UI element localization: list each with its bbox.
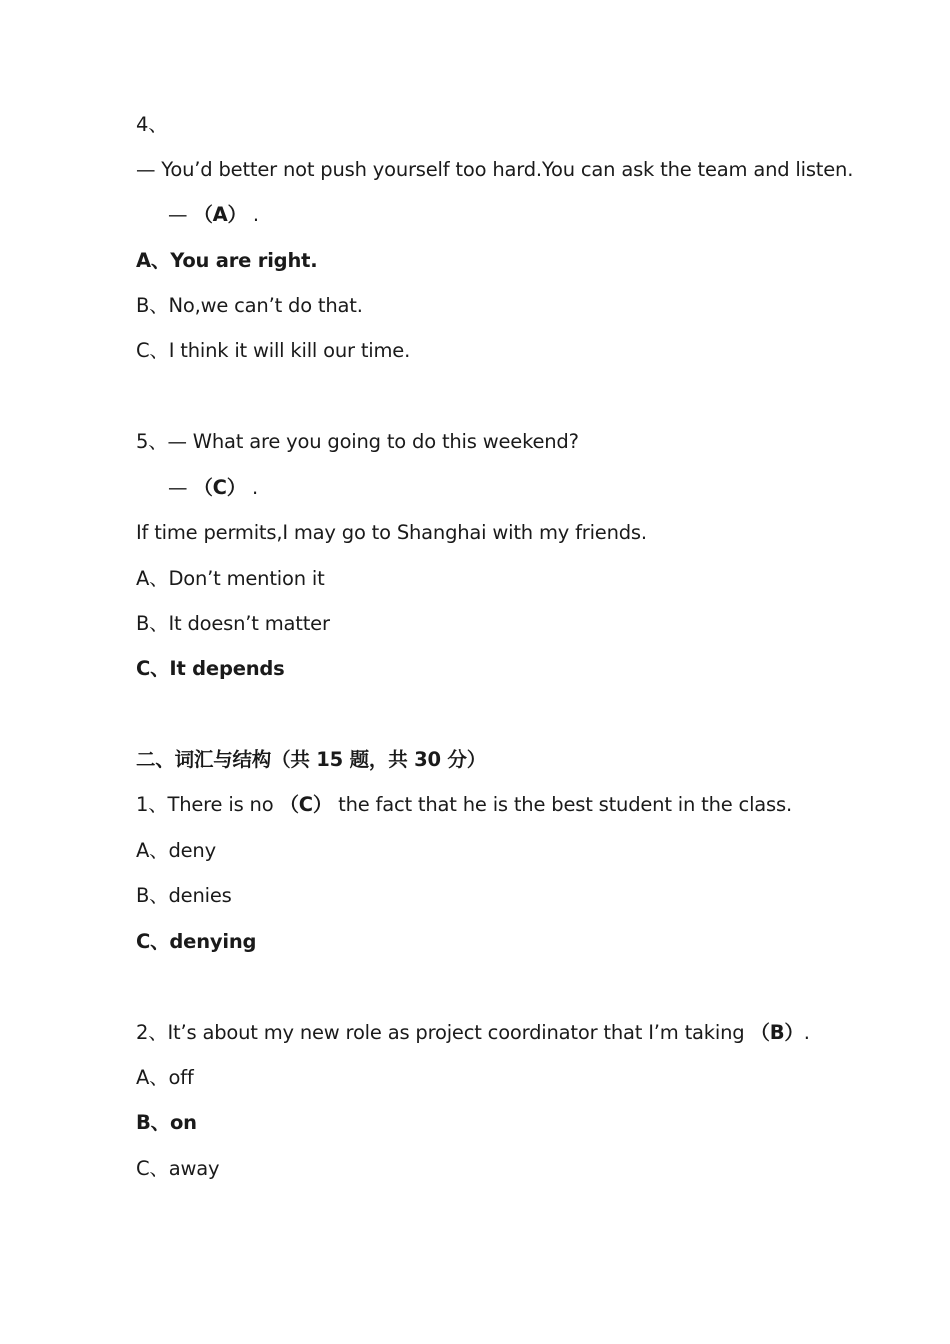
question-5-follow: If time permits,I may go to Shanghai with my friends. [136,521,647,544]
question-5-option-b: B、It doesn’t matter [136,612,330,635]
question-4-prompt: — You’d better not push yourself too hard.You can ask the team and listen. [136,158,854,181]
reply-dash: — [168,203,188,226]
question-text-after: the fact that he is the best student in the class. [338,793,792,816]
reply-dash: — [168,476,188,499]
vocab-question-2-option-c: C、away [136,1157,220,1180]
question-4-option-b: B、No,we can’t do that. [136,294,363,317]
vocab-question-1-option-a: A、deny [136,839,216,862]
answer-blank: （A） [193,203,247,226]
question-text-before: 1、There is no [136,793,274,816]
vocab-question-2-option-a: A、off [136,1066,194,1089]
question-4-option-c: C、I think it will kill our time. [136,339,411,362]
question-5-reply [168,475,258,501]
question-4-number: 4、 [136,113,168,136]
answer-blank: （C） [193,476,247,499]
vocab-question-1-option-c: C、denying [136,930,257,953]
answer-blank: （B） [750,1021,804,1044]
question-5-option-a: A、Don’t mention it [136,567,325,590]
question-text-before: 2、It’s about my new role as project coordinator that I’m taking [136,1021,745,1044]
reply-end: . [252,203,259,226]
vocab-question-1-option-b: B、denies [136,884,232,907]
answer-blank: （C） [279,793,333,816]
question-5-prompt: 5、— What are you going to do this weekend? [136,430,579,453]
vocab-question-2 [136,1020,810,1046]
question-4-reply [168,202,259,228]
question-text-after: . [803,1021,810,1044]
reply-end: . [252,476,259,499]
vocab-question-2-option-b: B、on [136,1111,197,1134]
question-4-option-a: A、You are right. [136,249,318,272]
section-heading: 二、词汇与结构（共 15 题，共 30 分） [136,748,487,771]
question-5-option-c: C、It depends [136,657,285,680]
vocab-question-1 [136,792,792,818]
